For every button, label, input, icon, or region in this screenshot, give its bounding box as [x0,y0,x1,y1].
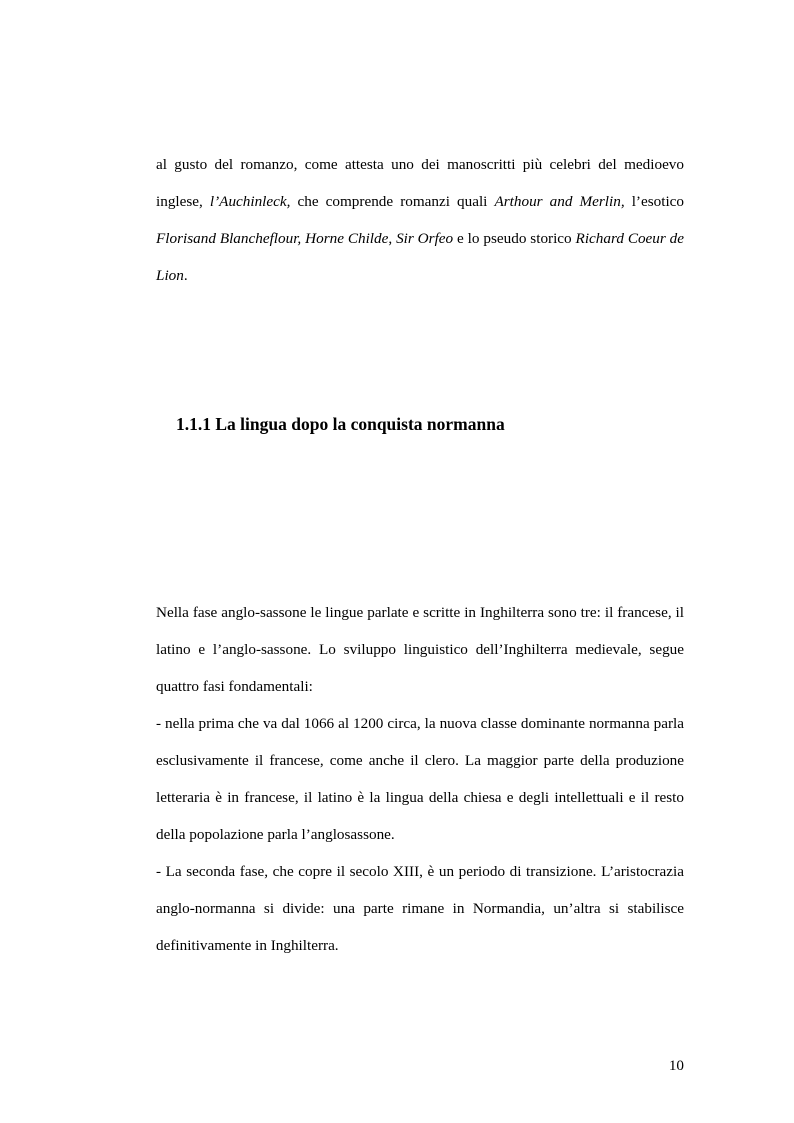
first-phase-paragraph: - nella prima che va dal 1066 al 1200 circa, la nuova classe dominante normanna parla esclusivamente il francese, come anche il clero. La maggior parte della produzione letteraria è in francese, il latino è la lingua della chiesa e degli intellettuali e il resto della popolazione parla l’anglosassone. [156,715,684,843]
intro-text-3: l’esotico [624,193,684,210]
second-phase-paragraph: - La seconda fase, che copre il secolo XIII, è un periodo di transizione. L’aristocrazia anglo-normanna si divide: una parte rimane in Normandia, un’altra si stabilisce definitivamente in Inghilterra. [156,863,684,954]
intro-text-7: . [183,267,188,284]
title-richard-coeur-de-lion: Richard Coeur de Lion [156,230,685,284]
title-auchinleck: l’Auchinleck, [209,193,291,210]
title-florisand-blancheflour: Florisand Blancheflour, [156,230,302,247]
title-horne-childe: Horne Childe [305,230,389,247]
intro-text-2: che comprende romanzi quali [290,193,495,210]
page-number: 10 [668,1057,684,1074]
title-sir-orfeo: Sir Orfeo [396,230,454,247]
phases-paragraph: Nella fase anglo-sassone le lingue parlate e scritte in Inghilterra sono tre: il francese, il latino e l’anglo-sassone. Lo sviluppo linguistico dell’Inghilterra medievale, segue quattro fasi fondamentali: [156,604,684,695]
intro-text-5: , [388,230,397,247]
intro-text-1: al gusto del romanzo, come attesta uno dei manoscritti più celebri del medioevo inglese, [156,156,684,210]
section-heading: 1.1.1 La lingua dopo la conquista normanna [176,414,505,434]
intro-paragraph [156,146,684,294]
intro-text-6: e lo pseudo storico [453,230,576,247]
title-arthour-and-merlin: Arthour and Merlin, [494,193,625,210]
